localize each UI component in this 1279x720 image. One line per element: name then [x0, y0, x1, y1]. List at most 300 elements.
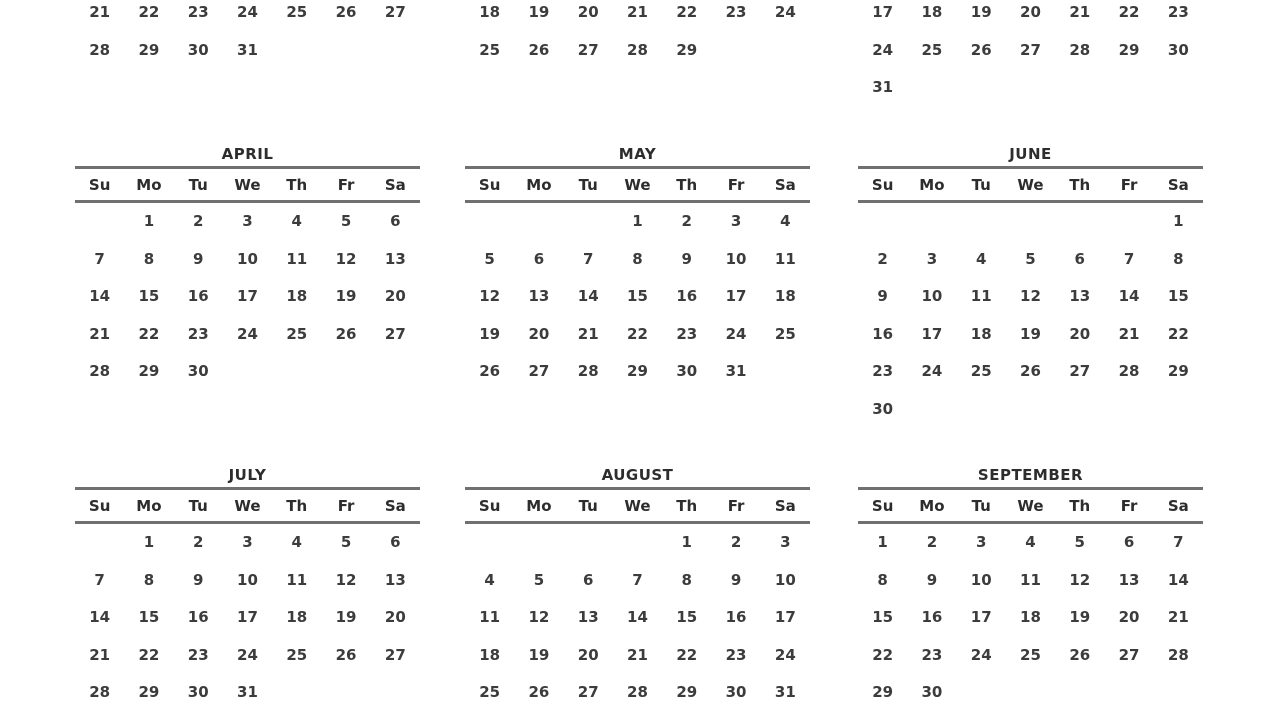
calendar-date: 20: [577, 3, 599, 21]
week-row: [465, 316, 810, 354]
calendar-date: 28: [1118, 362, 1140, 380]
calendar-date: 13: [1118, 570, 1140, 589]
empty-cell: [907, 391, 956, 429]
empty-cell: [1055, 203, 1104, 241]
calendar-date: 6: [1123, 533, 1135, 551]
week-row: [858, 562, 1203, 600]
calendar-date: 21: [1167, 608, 1189, 626]
calendar-date: 18: [286, 287, 308, 305]
calendar-date: 9: [877, 287, 888, 305]
calendar-date: 24: [970, 645, 992, 664]
calendar-date: 21: [89, 3, 111, 21]
calendar-date: 19: [335, 608, 357, 626]
month-title: SEPTEMBER: [977, 466, 1084, 484]
calendar-date: 24: [872, 40, 894, 59]
calendar-date: 29: [872, 683, 894, 701]
calendar-date: 11: [286, 249, 308, 268]
calendar-date: 18: [479, 3, 501, 21]
calendar-date: 18: [970, 324, 992, 343]
calendar-date: 8: [681, 570, 692, 589]
calendar-date: 29: [1167, 362, 1189, 380]
weekday-header: Th: [286, 497, 308, 515]
calendar-date: 22: [138, 324, 160, 343]
empty-cell: [1104, 69, 1153, 107]
calendar-date: 3: [926, 249, 938, 268]
calendar-date: 22: [676, 645, 698, 664]
calendar-date: 1: [681, 533, 692, 551]
calendar-date: 2: [926, 533, 938, 551]
empty-cell: [1055, 391, 1104, 429]
empty-cell: [1055, 69, 1104, 107]
calendar-date: 20: [384, 287, 406, 305]
weekday-header: Su: [478, 497, 501, 515]
weekday-header: Tu: [578, 497, 598, 515]
calendar-date: 12: [479, 287, 501, 305]
empty-cell: [1006, 391, 1055, 429]
calendar-date: 17: [774, 608, 796, 626]
empty-cell: [321, 353, 370, 391]
calendar-date: 16: [921, 608, 943, 626]
empty-cell: [514, 524, 563, 562]
weekday-header: Sa: [1167, 497, 1189, 515]
calendar-date: 16: [187, 287, 209, 305]
calendar-date: 28: [627, 683, 648, 701]
empty-cell: [75, 524, 124, 562]
weekday-header-row: [75, 495, 420, 518]
calendar-date: 12: [528, 608, 550, 626]
calendar-date: 28: [1167, 645, 1189, 664]
calendar-date: 31: [725, 362, 747, 380]
calendar-date: 19: [1020, 324, 1041, 343]
month-title: JULY: [228, 466, 267, 484]
calendar-date: 4: [291, 212, 302, 230]
calendar-date: 1: [143, 533, 155, 551]
empty-cell: [465, 524, 514, 562]
calendar-date: 15: [676, 608, 698, 626]
weekday-header: Th: [1069, 176, 1091, 194]
calendar-date: 15: [138, 287, 160, 305]
empty-cell: [465, 203, 514, 241]
calendar-date: 21: [1069, 3, 1091, 21]
calendar-date: 2: [192, 533, 204, 551]
calendar-date: 23: [676, 324, 698, 343]
weekday-header-row: [465, 495, 810, 518]
empty-cell: [371, 674, 420, 712]
date-grid: [465, 0, 810, 69]
empty-cell: [1104, 203, 1153, 241]
calendar-date: 10: [921, 287, 943, 305]
calendar-date: 26: [528, 40, 550, 59]
week-row: [75, 203, 420, 241]
empty-cell: [223, 353, 272, 391]
calendar-date: 2: [877, 249, 888, 268]
date-grid: [858, 0, 1203, 107]
calendar-date: 13: [577, 608, 599, 626]
calendar-date: 8: [877, 570, 888, 589]
calendar-date: 6: [533, 249, 545, 268]
calendar-date: 3: [780, 533, 791, 551]
week-row: [465, 524, 810, 562]
weekday-header: Tu: [188, 497, 208, 515]
calendar-date: 10: [774, 570, 796, 589]
week-row: [858, 69, 1203, 107]
calendar-date: 3: [242, 533, 253, 551]
calendar-date: 8: [1173, 249, 1184, 268]
calendar-date: 24: [774, 645, 796, 664]
empty-cell: [907, 69, 956, 107]
empty-cell: [514, 203, 563, 241]
week-row: [465, 599, 810, 637]
week-row: [75, 599, 420, 637]
week-row: [75, 674, 420, 712]
empty-cell: [957, 391, 1006, 429]
weekday-header: Fr: [1120, 497, 1138, 515]
month-title: MAY: [618, 145, 657, 163]
calendar-date: 13: [384, 570, 406, 589]
week-row: [858, 674, 1203, 712]
calendar-date: 9: [730, 570, 742, 589]
calendar-date: 8: [143, 570, 155, 589]
calendar-date: 25: [286, 645, 308, 664]
calendar-date: 16: [676, 287, 698, 305]
week-row: [858, 599, 1203, 637]
calendar-date: 27: [577, 683, 599, 701]
weekday-header: Tu: [971, 497, 991, 515]
calendar-date: 2: [192, 212, 204, 230]
calendar-date: 13: [384, 249, 406, 268]
calendar-date: 27: [577, 40, 599, 59]
calendar-date: 25: [286, 3, 308, 21]
week-row: [75, 32, 420, 70]
calendar-date: 31: [774, 683, 796, 701]
calendar-date: 25: [970, 362, 992, 380]
calendar-date: 27: [384, 3, 406, 21]
week-row: [75, 353, 420, 391]
weekday-header: Mo: [919, 497, 945, 515]
calendar-date: 11: [970, 287, 992, 305]
calendar-date: 27: [1069, 362, 1091, 380]
calendar-date: 9: [926, 570, 938, 589]
weekday-header: Mo: [136, 176, 162, 194]
weekday-header: Th: [676, 176, 698, 194]
calendar-date: 30: [187, 362, 209, 380]
calendar-date: 30: [187, 40, 209, 59]
empty-cell: [711, 32, 760, 70]
week-row: [858, 316, 1203, 354]
calendar-date: 20: [1020, 3, 1041, 21]
calendar-date: 23: [1167, 3, 1189, 21]
weekday-header: Sa: [384, 497, 406, 515]
date-grid: [858, 524, 1203, 712]
divider-line: [465, 166, 810, 169]
calendar-date: 18: [774, 287, 796, 305]
weekday-header: Mo: [526, 497, 552, 515]
calendar-date: 7: [632, 570, 643, 589]
calendar-date: 11: [286, 570, 308, 589]
week-row: [75, 316, 420, 354]
calendar-date: 14: [1118, 287, 1140, 305]
calendar-date: 17: [970, 608, 992, 626]
weekday-header: We: [234, 497, 261, 515]
calendar-date: 24: [725, 324, 747, 343]
week-row: [465, 637, 810, 675]
calendar-date: 25: [479, 40, 501, 59]
calendar-date: 6: [390, 212, 401, 230]
calendar-date: 24: [921, 362, 943, 380]
calendar-date: 12: [335, 249, 357, 268]
weekday-header: We: [624, 176, 651, 194]
calendar-date: 23: [187, 645, 209, 664]
calendar-date: 6: [1074, 249, 1085, 268]
calendar-date: 19: [1069, 608, 1091, 626]
calendar-date: 30: [187, 683, 209, 701]
calendar-date: 29: [1118, 40, 1140, 59]
week-row: [858, 32, 1203, 70]
calendar-date: 25: [774, 324, 796, 343]
date-grid: [75, 524, 420, 712]
week-row: [75, 562, 420, 600]
calendar-date: 7: [94, 570, 105, 589]
empty-cell: [1006, 69, 1055, 107]
calendar-date: 2: [681, 212, 692, 230]
calendar-date: 25: [286, 324, 308, 343]
empty-cell: [1154, 69, 1203, 107]
calendar-date: 21: [89, 324, 111, 343]
calendar-date: 28: [577, 362, 599, 380]
week-row: [465, 278, 810, 316]
calendar-date: 15: [1167, 287, 1189, 305]
calendar-date: 3: [242, 212, 253, 230]
calendar-date: 30: [921, 683, 943, 701]
weekday-header: Th: [286, 176, 308, 194]
calendar-date: 7: [1123, 249, 1135, 268]
calendar-date: 15: [872, 608, 894, 626]
calendar-date: 20: [528, 324, 550, 343]
calendar-date: 23: [187, 3, 209, 21]
calendar-date: 18: [286, 608, 308, 626]
calendar-date: 29: [676, 683, 698, 701]
calendar-date: 1: [632, 212, 643, 230]
calendar-date: 10: [970, 570, 992, 589]
calendar-date: 4: [975, 249, 987, 268]
calendar-date: 30: [1167, 40, 1189, 59]
calendar-date: 23: [921, 645, 943, 664]
empty-cell: [272, 674, 321, 712]
calendar-date: 17: [921, 324, 943, 343]
weekday-header-row: [75, 174, 420, 197]
calendar-date: 16: [725, 608, 747, 626]
calendar-date: 3: [975, 533, 987, 551]
weekday-header: Su: [88, 497, 111, 515]
date-grid: [465, 203, 810, 391]
weekday-header: We: [1017, 497, 1044, 515]
weekday-header: Tu: [578, 176, 598, 194]
weekday-header: Su: [88, 176, 111, 194]
empty-cell: [1055, 674, 1104, 712]
calendar-date: 19: [479, 324, 501, 343]
calendar-date: 19: [335, 287, 357, 305]
calendar-date: 30: [676, 362, 698, 380]
empty-cell: [272, 32, 321, 70]
empty-cell: [564, 203, 613, 241]
calendar-date: 25: [479, 683, 501, 701]
calendar-date: 4: [1025, 533, 1036, 551]
week-row: [75, 637, 420, 675]
week-row: [75, 524, 420, 562]
calendar-date: 20: [384, 608, 406, 626]
calendar-date: 1: [877, 533, 888, 551]
date-grid: [75, 203, 420, 391]
weekday-header: We: [1017, 176, 1044, 194]
calendar-date: 28: [1069, 40, 1091, 59]
calendar-date: 6: [390, 533, 401, 551]
calendar-date: 26: [335, 3, 357, 21]
week-row: [858, 203, 1203, 241]
calendar-date: 12: [1020, 287, 1041, 305]
calendar-date: 17: [237, 608, 258, 626]
weekday-header: Th: [676, 497, 698, 515]
week-row: [858, 241, 1203, 279]
empty-cell: [371, 353, 420, 391]
calendar-date: 5: [340, 533, 352, 551]
calendar-date: 24: [237, 3, 258, 21]
calendar-date: 1: [1173, 212, 1184, 230]
week-row: [858, 524, 1203, 562]
empty-cell: [75, 203, 124, 241]
empty-cell: [1006, 674, 1055, 712]
calendar-date: 5: [340, 212, 352, 230]
calendar-date: 13: [528, 287, 550, 305]
calendar-date: 22: [1118, 3, 1140, 21]
calendar-date: 15: [138, 608, 160, 626]
calendar-date: 26: [335, 645, 357, 664]
calendar-date: 16: [872, 324, 894, 343]
week-row: [858, 278, 1203, 316]
calendar-date: 17: [872, 3, 894, 21]
weekday-header: We: [234, 176, 261, 194]
weekday-header: Sa: [774, 497, 796, 515]
calendar-date: 17: [237, 287, 258, 305]
calendar-date: 31: [872, 78, 894, 96]
calendar-date: 26: [970, 40, 992, 59]
calendar-date: 25: [1020, 645, 1041, 664]
month-title: AUGUST: [601, 466, 674, 484]
week-row: [858, 637, 1203, 675]
calendar-date: 4: [780, 212, 791, 230]
calendar-date: 24: [237, 324, 258, 343]
calendar-date: 24: [237, 645, 258, 664]
empty-cell: [761, 353, 810, 391]
calendar-date: 28: [627, 40, 648, 59]
calendar-date: 9: [192, 249, 204, 268]
weekday-header: Su: [871, 497, 894, 515]
calendar-date: 23: [725, 645, 747, 664]
divider-line: [75, 487, 420, 490]
empty-cell: [761, 32, 810, 70]
month-title: APRIL: [221, 145, 274, 163]
calendar-date: 19: [970, 3, 992, 21]
divider-line: [858, 487, 1203, 490]
calendar-date: 21: [89, 645, 111, 664]
divider-line: [75, 166, 420, 169]
empty-cell: [907, 203, 956, 241]
calendar-date: 13: [1069, 287, 1091, 305]
weekday-header: Fr: [337, 497, 355, 515]
empty-cell: [1154, 391, 1203, 429]
calendar-date: 26: [1020, 362, 1041, 380]
weekday-header: Fr: [727, 176, 745, 194]
calendar-date: 21: [1118, 324, 1140, 343]
calendar-date: 5: [484, 249, 495, 268]
calendar-date: 25: [921, 40, 943, 59]
calendar-date: 21: [577, 324, 599, 343]
calendar-date: 22: [627, 324, 648, 343]
weekday-header: Mo: [136, 497, 162, 515]
calendar-date: 5: [533, 570, 545, 589]
calendar-date: 18: [479, 645, 501, 664]
calendar-date: 6: [582, 570, 594, 589]
calendar-date: 21: [627, 3, 648, 21]
calendar-date: 15: [627, 287, 648, 305]
calendar-date: 29: [676, 40, 698, 59]
week-row: [465, 353, 810, 391]
calendar-date: 20: [1118, 608, 1140, 626]
date-grid: [858, 203, 1203, 428]
empty-cell: [1006, 203, 1055, 241]
calendar-date: 23: [725, 3, 747, 21]
calendar-date: 26: [479, 362, 501, 380]
weekday-header-row: [858, 174, 1203, 197]
calendar-date: 10: [725, 249, 747, 268]
calendar-date: 20: [1069, 324, 1091, 343]
calendar-date: 17: [725, 287, 747, 305]
calendar-date: 27: [1118, 645, 1140, 664]
calendar-date: 22: [138, 3, 160, 21]
weekday-header: Mo: [919, 176, 945, 194]
week-row: [465, 562, 810, 600]
week-row: [465, 0, 810, 32]
calendar-date: 29: [138, 40, 160, 59]
empty-cell: [321, 32, 370, 70]
calendar-date: 30: [725, 683, 747, 701]
calendar-date: 27: [528, 362, 550, 380]
calendar-date: 12: [1069, 570, 1091, 589]
calendar-date: 22: [138, 645, 160, 664]
weekday-header: Tu: [188, 176, 208, 194]
empty-cell: [858, 203, 907, 241]
empty-cell: [613, 524, 662, 562]
calendar-date: 7: [1173, 533, 1184, 551]
calendar-date: 28: [89, 40, 111, 59]
empty-cell: [272, 353, 321, 391]
calendar-date: 29: [627, 362, 648, 380]
weekday-header: Tu: [971, 176, 991, 194]
week-row: [465, 241, 810, 279]
calendar-date: 14: [577, 287, 599, 305]
calendar-date: 11: [1020, 570, 1041, 589]
calendar-date: 18: [921, 3, 943, 21]
calendar-date: 26: [335, 324, 357, 343]
week-row: [465, 203, 810, 241]
divider-line: [465, 487, 810, 490]
week-row: [75, 241, 420, 279]
week-row: [858, 353, 1203, 391]
calendar-date: 5: [1025, 249, 1036, 268]
calendar-date: 29: [138, 362, 160, 380]
calendar-date: 27: [384, 645, 406, 664]
empty-cell: [564, 524, 613, 562]
calendar-date: 14: [627, 608, 648, 626]
